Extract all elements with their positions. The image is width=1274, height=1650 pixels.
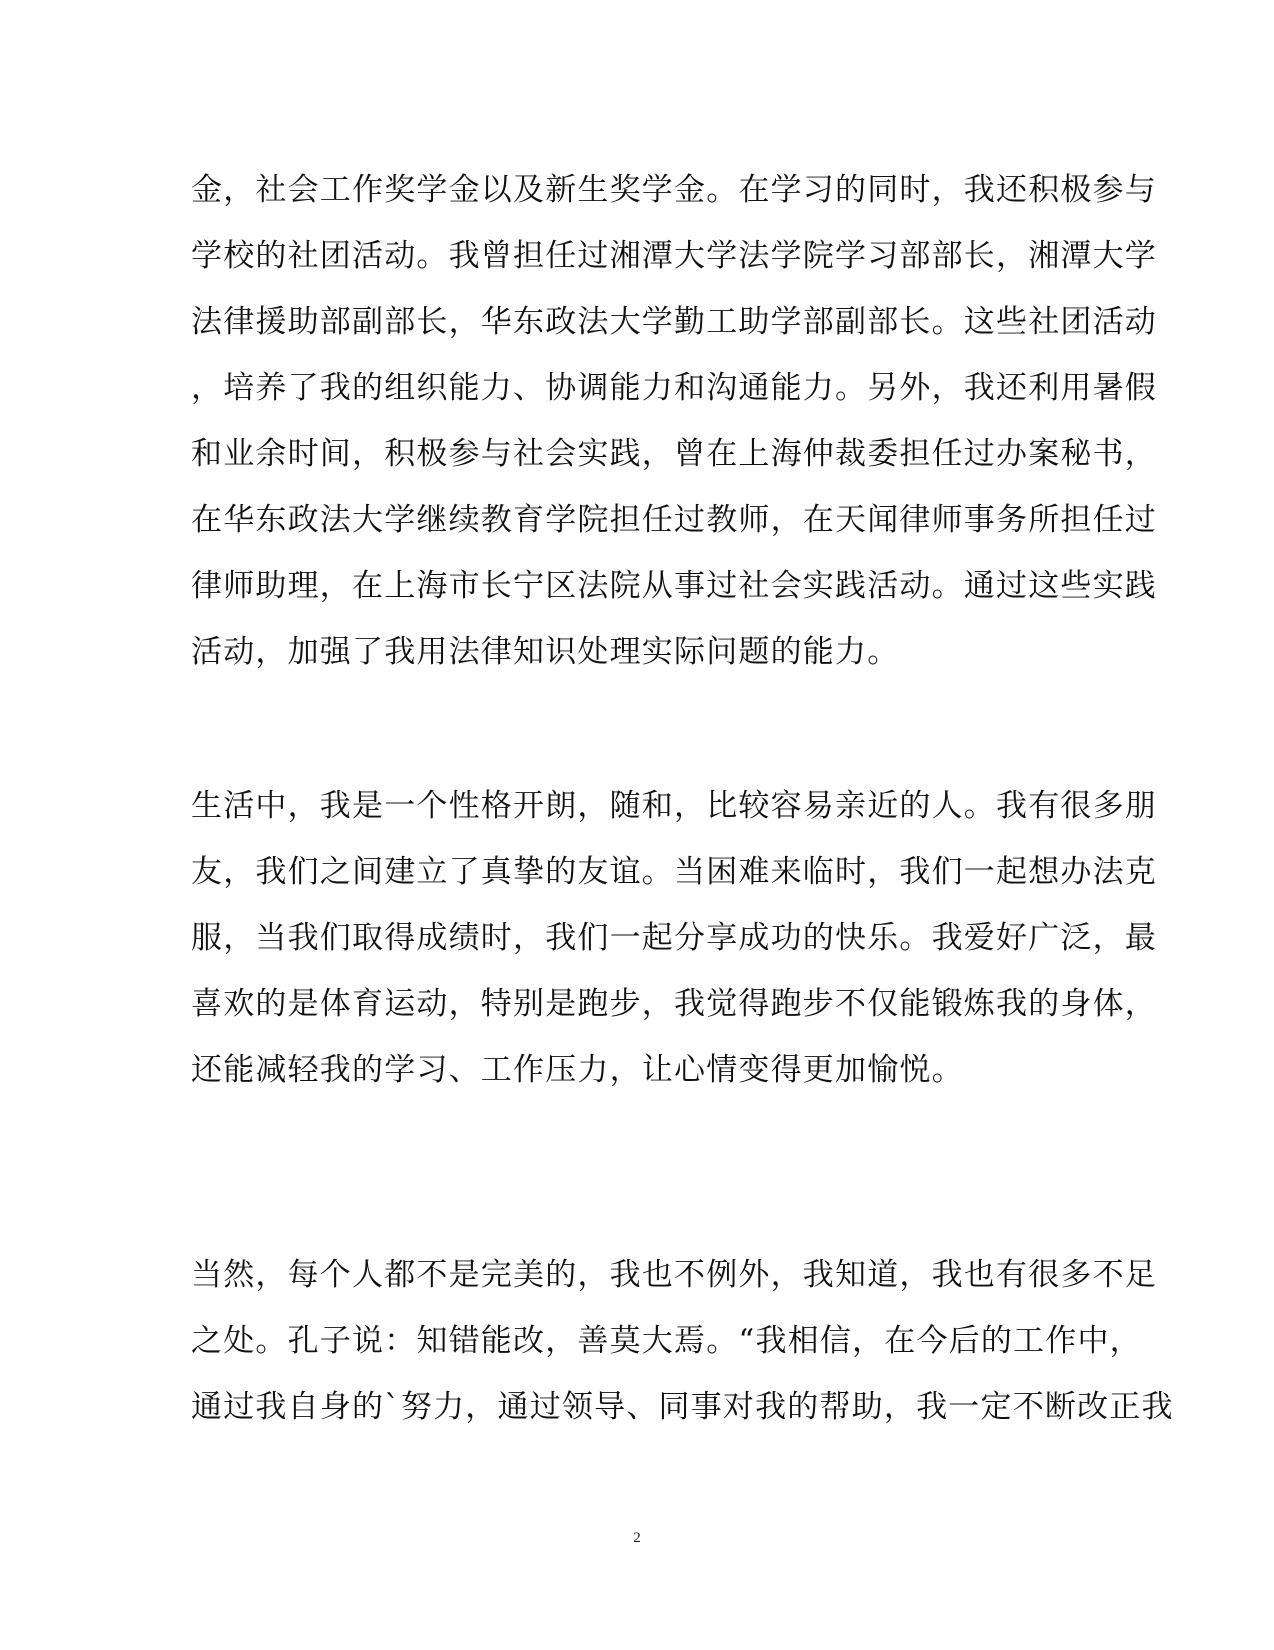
text-line: 律师助理，在上海市长宁区法院从事过社会实践活动。通过这些实践 (191, 568, 1157, 604)
text-line: 和业余时间，积极参与社会实践，曾在上海仲裁委担任过办案秘书， (191, 436, 1157, 472)
paragraph-personal-life (191, 773, 1157, 1103)
text-line: 活动，加强了我用法律知识处理实际问题的能力。 (191, 634, 900, 670)
text-line: 之处。孔子说：知错能改，善莫大焉。“我相信，在今后的工作中， (191, 1323, 1142, 1359)
text-line: 金，社会工作奖学金以及新生奖学金。在学习的同时，我还积极参与 (191, 172, 1157, 208)
text-line: ，培养了我的组织能力、协调能力和沟通能力。另外，我还利用暑假 (191, 370, 1157, 406)
text-line: 喜欢的是体育运动，特别是跑步，我觉得跑步不仅能锻炼我的身体， (191, 986, 1157, 1022)
text-line: 当然，每个人都不是完美的，我也不例外，我知道，我也有很多不足 (191, 1257, 1157, 1293)
paragraph-activities (191, 157, 1157, 685)
text-line: 还能减轻我的学习、工作压力，让心情变得更加愉悦。 (191, 1052, 964, 1088)
text-line: 在华东政法大学继续教育学院担任过教师，在天闻律师事务所担任过 (191, 502, 1157, 538)
text-line: 学校的社团活动。我曾担任过湘潭大学法学院学习部部长，湘潭大学 (191, 238, 1157, 274)
text-line: 生活中，我是一个性格开朗，随和，比较容易亲近的人。我有很多朋 (191, 788, 1157, 824)
text-line: 友，我们之间建立了真挚的友谊。当困难来临时，我们一起想办法克 (191, 854, 1157, 890)
text-line: 法律援助部副部长，华东政法大学勤工助学部副部长。这些社团活动 (191, 304, 1157, 340)
text-line: 服，当我们取得成绩时，我们一起分享成功的快乐。我爱好广泛，最 (191, 920, 1157, 956)
text-line: 通过我自身的`努力，通过领导、同事对我的帮助，我一定不断改正我 (191, 1389, 1174, 1425)
page-number: 2 (633, 1530, 641, 1546)
paragraph-self-improvement (191, 1242, 1174, 1440)
